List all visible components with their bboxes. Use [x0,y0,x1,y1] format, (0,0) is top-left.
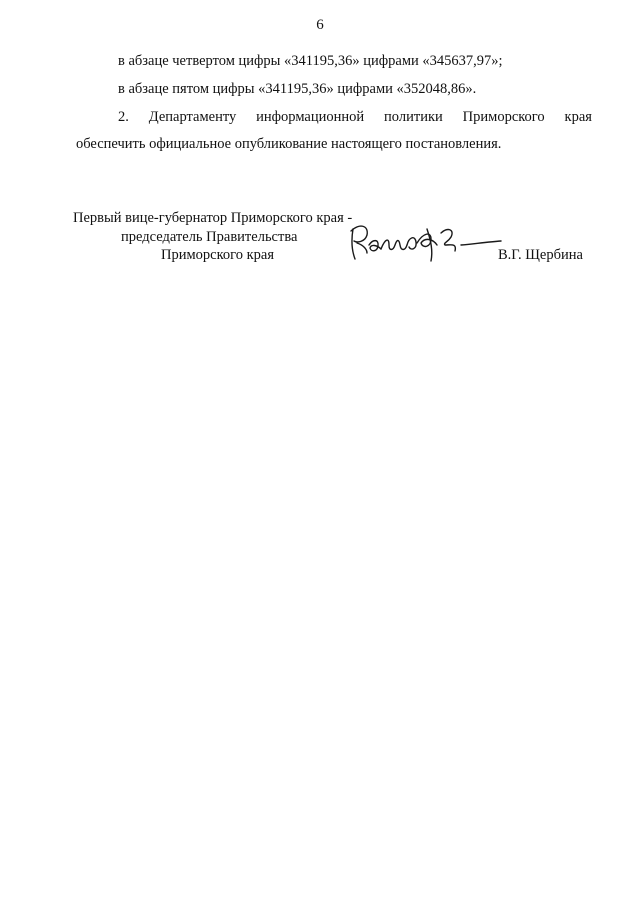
handwritten-signature [345,215,505,265]
item-2-line [118,108,592,126]
paragraph-line-2: в абзаце пятом цифры «341195,36» цифрами «352048,86». [118,81,477,97]
signatory-title-line-1: Первый вице-губернатор Приморского края - [73,210,353,226]
item-2-word: информационной [256,109,365,125]
signatory-title-line-3: Приморского края [161,247,275,263]
page-number: 6 [316,17,324,33]
paragraph-line-4: обеспечить официальное опубликование настоящего постановления. [76,136,502,152]
paragraph-line-1: в абзаце четвертом цифры «341195,36» цифрами «345637,97»; [118,53,503,69]
item-2-word: Департаменту [148,109,237,125]
item-2-word: политики [384,109,443,125]
signatory-title-line-2: председатель Правительства [121,229,298,245]
item-2-word: Приморского [462,109,545,125]
item-2-number: 2. [118,109,129,125]
signatory-name: В.Г. Щербина [498,247,583,263]
item-2-word: края [564,109,592,125]
